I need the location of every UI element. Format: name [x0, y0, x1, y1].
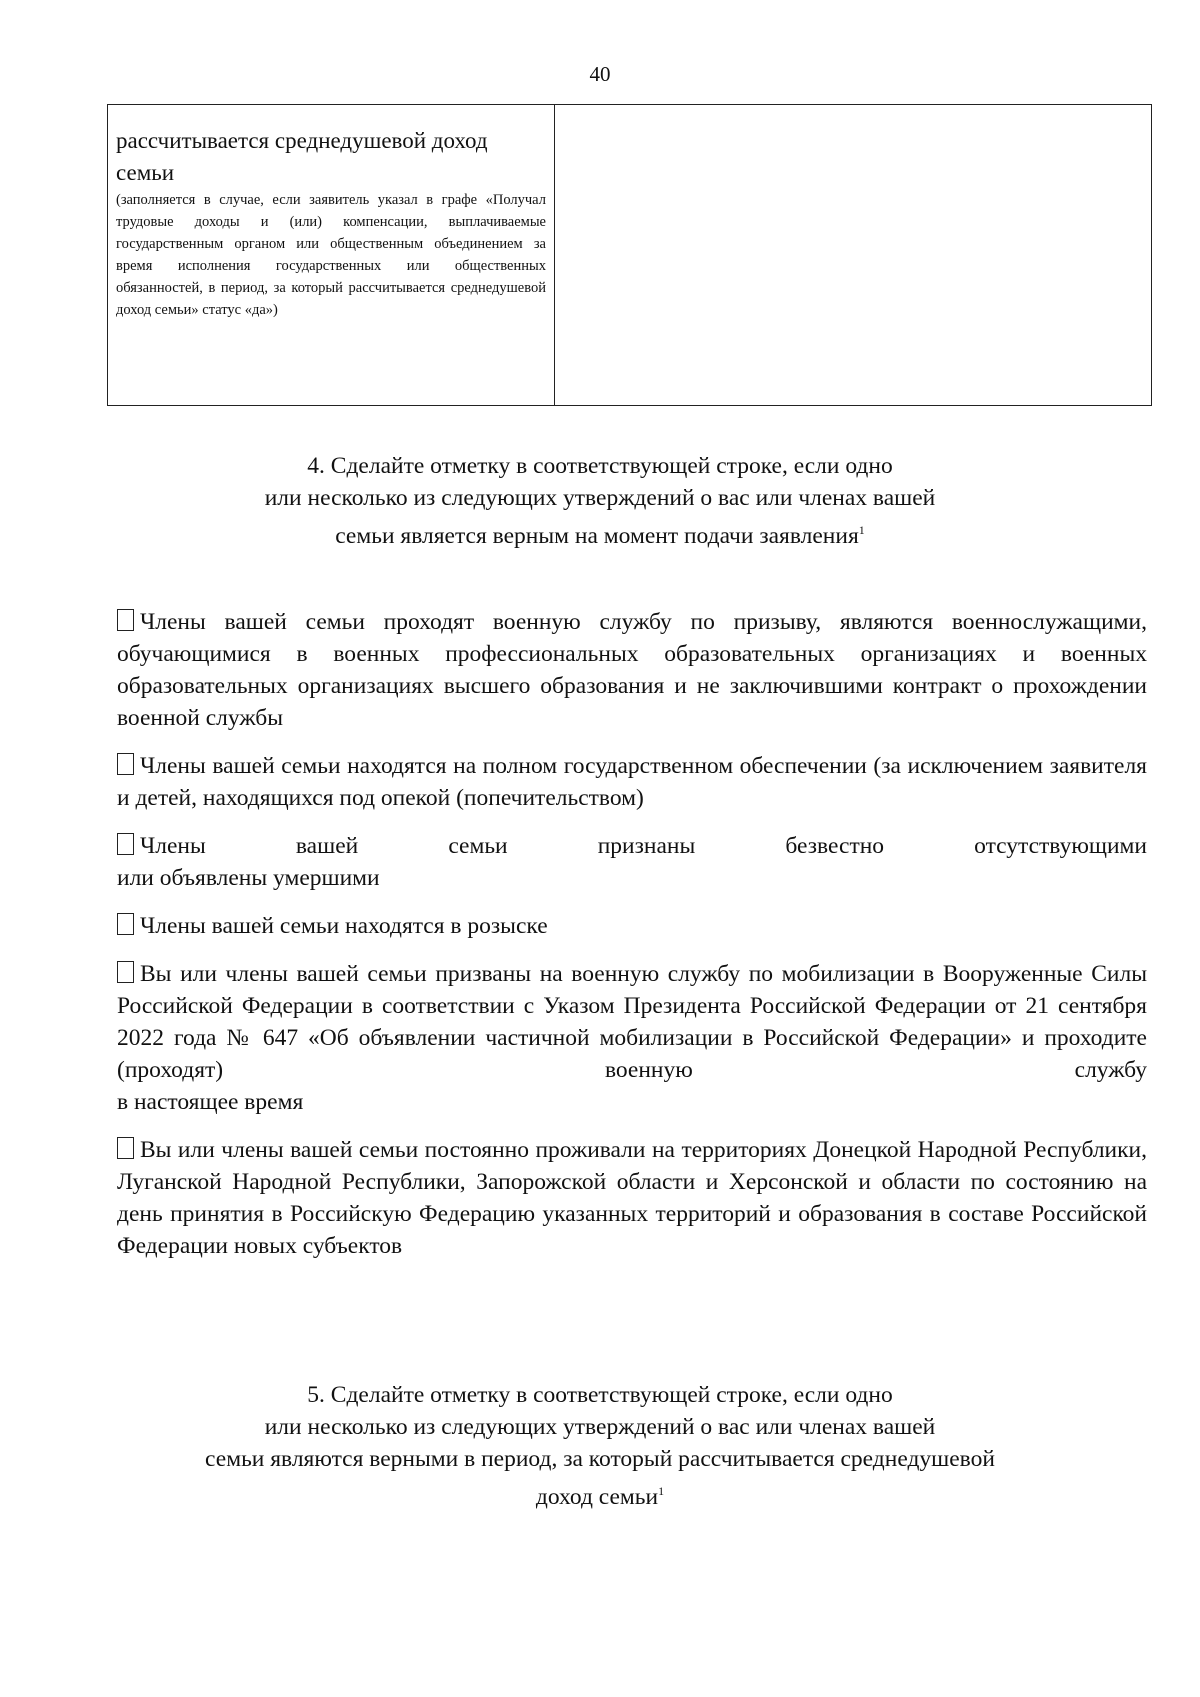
section-5-line-4 [0, 1475, 1200, 1513]
statement-text-5-tail: в настоящее время [117, 1089, 304, 1115]
page-number: 40 [589, 62, 611, 86]
income-table-fragment [107, 104, 1152, 406]
statement-item-6 [117, 1134, 1147, 1262]
section-4-heading [0, 450, 1200, 552]
checkbox-statement-4[interactable] [117, 913, 134, 935]
statement-text-5: Вы или члены вашей семьи призваны на военную службу по мобилизации в Вооруженные Силы Российской Федерации в соответствии с Указом Президента Российской Федерации от 21 сентября 2022 года № 647 «Об объявлении частичной мобилизации в Российской Федерации» и проходите (проходят) военную службу [117, 961, 1147, 1083]
statement-list [117, 606, 1147, 1278]
statement-text-3: Члены вашей семьи признаны безвестно отсутствующими [140, 833, 1147, 859]
section-5-heading [0, 1379, 1200, 1513]
statement-text-3-tail: или объявлены умершими [117, 865, 380, 891]
section-5-line-4-text: доход семьи [535, 1483, 659, 1510]
table-label-main: рассчитывается среднедушевой доход семьи [116, 128, 488, 185]
section-4-footnote: 1 [858, 523, 865, 537]
section-4-line-3 [0, 514, 1200, 552]
checkbox-statement-3[interactable] [117, 833, 134, 855]
checkbox-statement-1[interactable] [117, 609, 134, 631]
statement-item-4 [117, 910, 1147, 942]
section-4-line-1: 4. Сделайте отметку в соответствующей строке, если одно [307, 453, 893, 479]
section-4-line-2: или несколько из следующих утверждений о вас или членах вашей [264, 485, 936, 511]
statement-text-2: Члены вашей семьи находятся на полном государственном обеспечении (за исключением заявителя и детей, находящихся под опекой (попечительством) [117, 753, 1147, 811]
section-4-line-3-text: семьи является верным на момент подачи заявления [335, 522, 859, 549]
checkbox-statement-2[interactable] [117, 753, 134, 775]
statement-text-4: Члены вашей семьи находятся в розыске [140, 913, 548, 939]
table-value-cell[interactable] [555, 105, 1152, 406]
statement-item-3 [117, 830, 1147, 894]
section-5-line-3: семьи являются верными в период, за который рассчитывается среднедушевой [205, 1446, 995, 1472]
statement-item-1 [117, 606, 1147, 734]
checkbox-statement-5[interactable] [117, 961, 134, 983]
statement-text-1: Члены вашей семьи проходят военную службу по призыву, являются военнослужащими, обучающимися в военных профессиональных образовательных организациях и военных образовательных организациях высшего образования и не заключившими контракт о прохождении военной службы [117, 609, 1147, 731]
section-5-footnote: 1 [658, 1484, 665, 1498]
checkbox-statement-6[interactable] [117, 1137, 134, 1159]
statement-item-5 [117, 958, 1147, 1118]
table-label-note: (заполняется в случае, если заявитель указал в графе «Получал трудовые доходы и (или) компенсации, выплачиваемые государственным органом или общественным объединением за время исполнения государственных или общественных обязанностей, в период, за который рассчитывается среднедушевой доход семьи» статус «да») [116, 192, 546, 318]
statement-item-2 [117, 750, 1147, 814]
section-5-line-2: или несколько из следующих утверждений о вас или членах вашей [264, 1414, 936, 1440]
table-label-cell [108, 105, 555, 406]
section-5-line-1: 5. Сделайте отметку в соответствующей строке, если одно [307, 1382, 893, 1408]
statement-text-6: Вы или члены вашей семьи постоянно проживали на территориях Донецкой Народной Республики, Луганской Народной Республики, Запорожской области и Херсонской и области по состоянию на день принятия в Российскую Федерацию указанных территорий и образования в составе Российской Федерации новых субъектов [117, 1137, 1147, 1259]
